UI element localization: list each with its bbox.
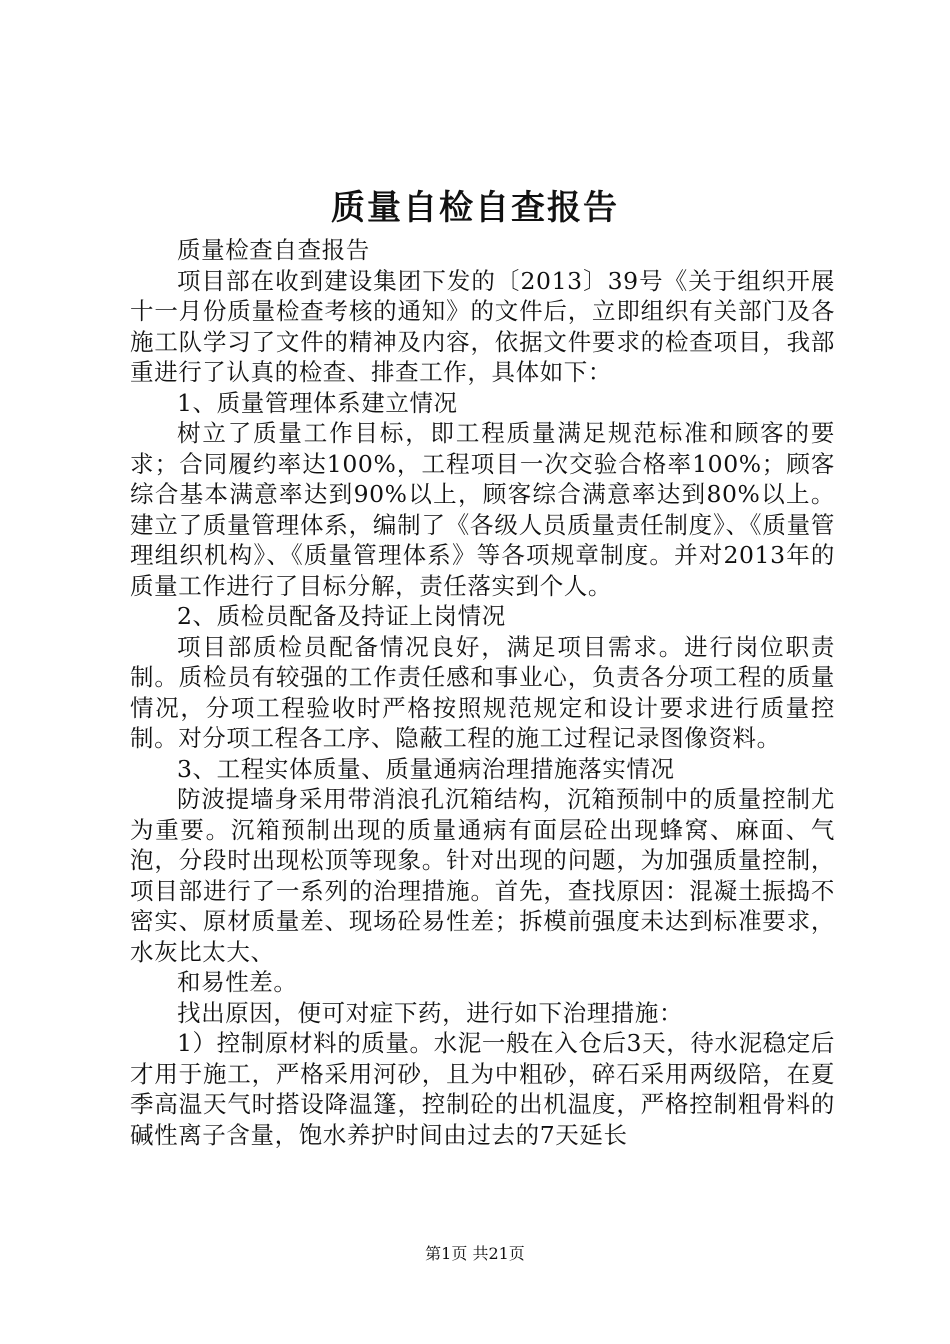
paragraph: 树立了质量工作目标，即工程质量满足规范标准和顾客的要求；合同履约率达100%，工程项目一次交验合格率100%；顾客综合基本满意率达到90%以上，顾客综合满意率达到80%以上。建立了质量管理体系，编制了《各级人员质量责任制度》、《质量管理组织机构》、《质量管理体系》等各项规章制度。并对2013年的质量工作进行了目标分解，责任落实到个人。 [130,419,835,600]
paragraph: 质量检查自查报告 [177,236,370,264]
paragraph: 1）控制原材料的质量。水泥一般在入仓后3天，待水泥稳定后才用于施工，严格采用河砂，且为中粗砂，碎石采用两级陪，在夏季高温天气时搭设降温篷，控制砼的出机温度，严格控制粗骨料的碱性离子含量，饱水养护时间由过去的7天延长 [130,1029,835,1149]
paragraph: 找出原因，便可对症下药，进行如下治理措施： [177,998,684,1027]
document-title: 质量自检自查报告 [331,188,619,228]
paragraph: 和易性差。 [177,968,298,996]
section-heading: 2、质检员配备及持证上岗情况 [177,602,506,630]
paragraph: 项目部在收到建设集团下发的〔2013〕39号《关于组织开展十一月份质量检查考核的通知》的文件后，立即组织有关部门及各施工队学习了文件的精神及内容，依据文件要求的检查项目，我部重进行了认真的检查、排查工作，具体如下： [130,266,835,386]
document-body [130,235,835,1150]
paragraph: 项目部质检员配备情况良好，满足项目需求。进行岗位职责制。质检员有较强的工作责任感和事业心，负责各分项工程的质量情况，分项工程验收时严格按照规范规定和设计要求进行质量控制。对分项工程各工序、隐蔽工程的施工过程记录图像资料。 [130,632,835,752]
paragraph: 防波提墙身采用带消浪孔沉箱结构，沉箱预制中的质量控制尤为重要。沉箱预制出现的质量通病有面层砼出现蜂窝、麻面、气泡，分段时出现松顶等现象。针对出现的问题，为加强质量控制，项目部进行了一系列的治理措施。首先，查找原因：混凝土振捣不密实、原材质量差、现场砼易性差；拆模前强度未达到标准要求，水灰比太大、 [130,785,835,966]
page-number: 第1页 共21页 [425,1244,525,1263]
section-heading: 3、工程实体质量、质量通病治理措施落实情况 [177,754,675,783]
section-heading: 1、质量管理体系建立情况 [177,388,458,417]
